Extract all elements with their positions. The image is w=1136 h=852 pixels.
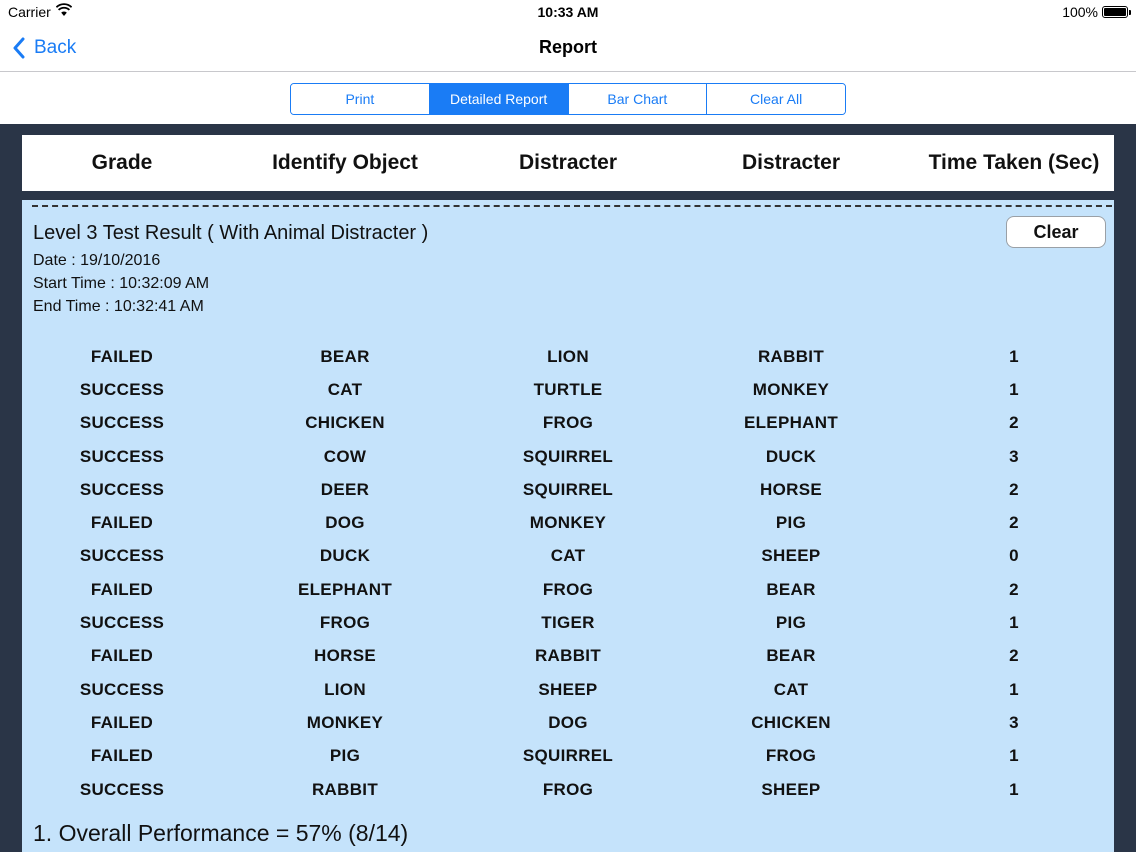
cell-distracter-1: TIGER: [541, 613, 595, 633]
cell-distracter-1: FROG: [542, 579, 594, 599]
battery-icon: [1102, 6, 1128, 18]
cell-time-taken: 2: [1009, 413, 1019, 433]
table-row: [22, 673, 1114, 706]
cell-distracter-2: SHEEP: [761, 779, 821, 799]
report-start-time: Start Time : 10:32:09 AM: [33, 275, 210, 292]
table-row: [22, 373, 1114, 406]
cell-grade: SUCCESS: [79, 679, 165, 699]
cell-grade: SUCCESS: [79, 446, 165, 466]
overall-performance: 1. Overall Performance = 57% (8/14): [33, 820, 409, 846]
table-row: [22, 473, 1114, 506]
cell-time-taken: 1: [1009, 779, 1019, 799]
table-row: [22, 340, 1114, 373]
carrier-label: Carrier: [8, 4, 51, 20]
cell-grade: SUCCESS: [79, 413, 165, 433]
cell-distracter-2: HORSE: [760, 479, 822, 499]
cell-grade: SUCCESS: [79, 479, 165, 499]
cell-grade: SUCCESS: [79, 779, 165, 799]
report-mode-segmented-control: [290, 83, 846, 115]
status-bar: [0, 0, 1136, 24]
clock: 10:33 AM: [537, 4, 599, 20]
table-row: [22, 706, 1114, 739]
cell-identify-object: CAT: [327, 379, 363, 399]
table-header: [22, 135, 1114, 191]
cell-identify-object: MONKEY: [306, 712, 384, 732]
cell-time-taken: 2: [1009, 513, 1019, 533]
cell-distracter-1: LION: [547, 346, 589, 366]
segment-bar-chart[interactable]: Bar Chart: [569, 84, 708, 114]
cell-grade: FAILED: [90, 712, 154, 732]
table-row: [22, 606, 1114, 639]
cell-identify-object: FROG: [319, 613, 371, 633]
toolbar: [0, 72, 1136, 124]
cell-identify-object: DEER: [320, 479, 370, 499]
cell-identify-object: LION: [324, 679, 366, 699]
cell-grade: SUCCESS: [79, 379, 165, 399]
segment-print[interactable]: Print: [291, 84, 430, 114]
report-end-time: End Time : 10:32:41 AM: [33, 298, 204, 315]
table-row: [22, 440, 1114, 473]
column-header-distracter-2: Distracter: [741, 151, 841, 174]
cell-identify-object: HORSE: [314, 646, 376, 666]
cell-identify-object: ELEPHANT: [297, 579, 392, 599]
table-row: [22, 540, 1114, 573]
cell-distracter-2: RABBIT: [757, 346, 824, 366]
cell-distracter-1: RABBIT: [534, 646, 601, 666]
cell-distracter-1: CAT: [550, 546, 586, 566]
clear-button[interactable]: Clear: [1006, 216, 1106, 248]
cell-distracter-1: MONKEY: [529, 513, 607, 533]
column-header-grade: Grade: [91, 151, 153, 174]
cell-distracter-2: MONKEY: [752, 379, 830, 399]
cell-distracter-1: SQUIRREL: [522, 446, 614, 466]
cell-time-taken: 1: [1009, 613, 1019, 633]
cell-distracter-1: DOG: [548, 712, 588, 732]
table-row: [22, 407, 1114, 440]
cell-distracter-2: PIG: [775, 613, 807, 633]
cell-identify-object: DUCK: [319, 546, 371, 566]
cell-time-taken: 2: [1009, 479, 1019, 499]
dashed-divider: [32, 205, 1112, 207]
cell-time-taken: 2: [1009, 646, 1019, 666]
back-label: Back: [34, 37, 77, 58]
column-header-time-taken: Time Taken (Sec): [928, 151, 1100, 174]
cell-time-taken: 1: [1009, 379, 1019, 399]
cell-grade: FAILED: [90, 513, 154, 533]
segment-detailed-report[interactable]: Detailed Report: [430, 84, 569, 114]
table-row: [22, 640, 1114, 673]
cell-distracter-2: SHEEP: [761, 546, 821, 566]
cell-grade: SUCCESS: [79, 613, 165, 633]
cell-identify-object: CHICKEN: [305, 413, 385, 433]
cell-distracter-1: SQUIRREL: [522, 746, 614, 766]
cell-grade: FAILED: [90, 346, 154, 366]
cell-time-taken: 3: [1009, 446, 1019, 466]
cell-identify-object: BEAR: [320, 346, 370, 366]
report-panel[interactable]: [22, 200, 1114, 852]
cell-distracter-1: TURTLE: [533, 379, 603, 399]
result-table: [22, 340, 1114, 806]
cell-distracter-2: PIG: [775, 513, 807, 533]
column-header-distracter-1: Distracter: [518, 151, 618, 174]
column-header-identify-object: Identify Object: [272, 151, 418, 174]
cell-distracter-2: ELEPHANT: [743, 413, 838, 433]
cell-distracter-2: BEAR: [766, 646, 816, 666]
cell-time-taken: 1: [1009, 346, 1019, 366]
cell-time-taken: 1: [1009, 746, 1019, 766]
table-row: [22, 740, 1114, 773]
cell-identify-object: PIG: [329, 746, 361, 766]
table-row: [22, 506, 1114, 539]
cell-distracter-1: FROG: [542, 779, 594, 799]
battery-percent: 100%: [1062, 4, 1098, 20]
cell-distracter-1: SQUIRREL: [522, 479, 614, 499]
cell-distracter-1: FROG: [542, 413, 594, 433]
table-row: [22, 773, 1114, 806]
navigation-bar: [0, 24, 1136, 72]
cell-time-taken: 1: [1009, 679, 1019, 699]
report-title: Level 3 Test Result ( With Animal Distracter ): [33, 222, 429, 244]
cell-identify-object: COW: [323, 446, 367, 466]
page-title: Report: [539, 37, 597, 57]
cell-grade: FAILED: [90, 646, 154, 666]
cell-time-taken: 3: [1009, 712, 1019, 732]
cell-time-taken: 0: [1009, 546, 1019, 566]
segment-clear-all[interactable]: Clear All: [707, 84, 845, 114]
cell-distracter-1: SHEEP: [538, 679, 598, 699]
cell-distracter-2: FROG: [765, 746, 817, 766]
cell-distracter-2: CAT: [773, 679, 809, 699]
cell-distracter-2: DUCK: [765, 446, 817, 466]
report-date: Date : 19/10/2016: [33, 252, 161, 269]
table-row: [22, 573, 1114, 606]
cell-distracter-2: BEAR: [766, 579, 816, 599]
cell-grade: SUCCESS: [79, 546, 165, 566]
cell-grade: FAILED: [90, 746, 154, 766]
cell-identify-object: DOG: [325, 513, 365, 533]
cell-identify-object: RABBIT: [311, 779, 378, 799]
cell-distracter-2: CHICKEN: [751, 712, 831, 732]
cell-time-taken: 2: [1009, 579, 1019, 599]
cell-grade: FAILED: [90, 579, 154, 599]
